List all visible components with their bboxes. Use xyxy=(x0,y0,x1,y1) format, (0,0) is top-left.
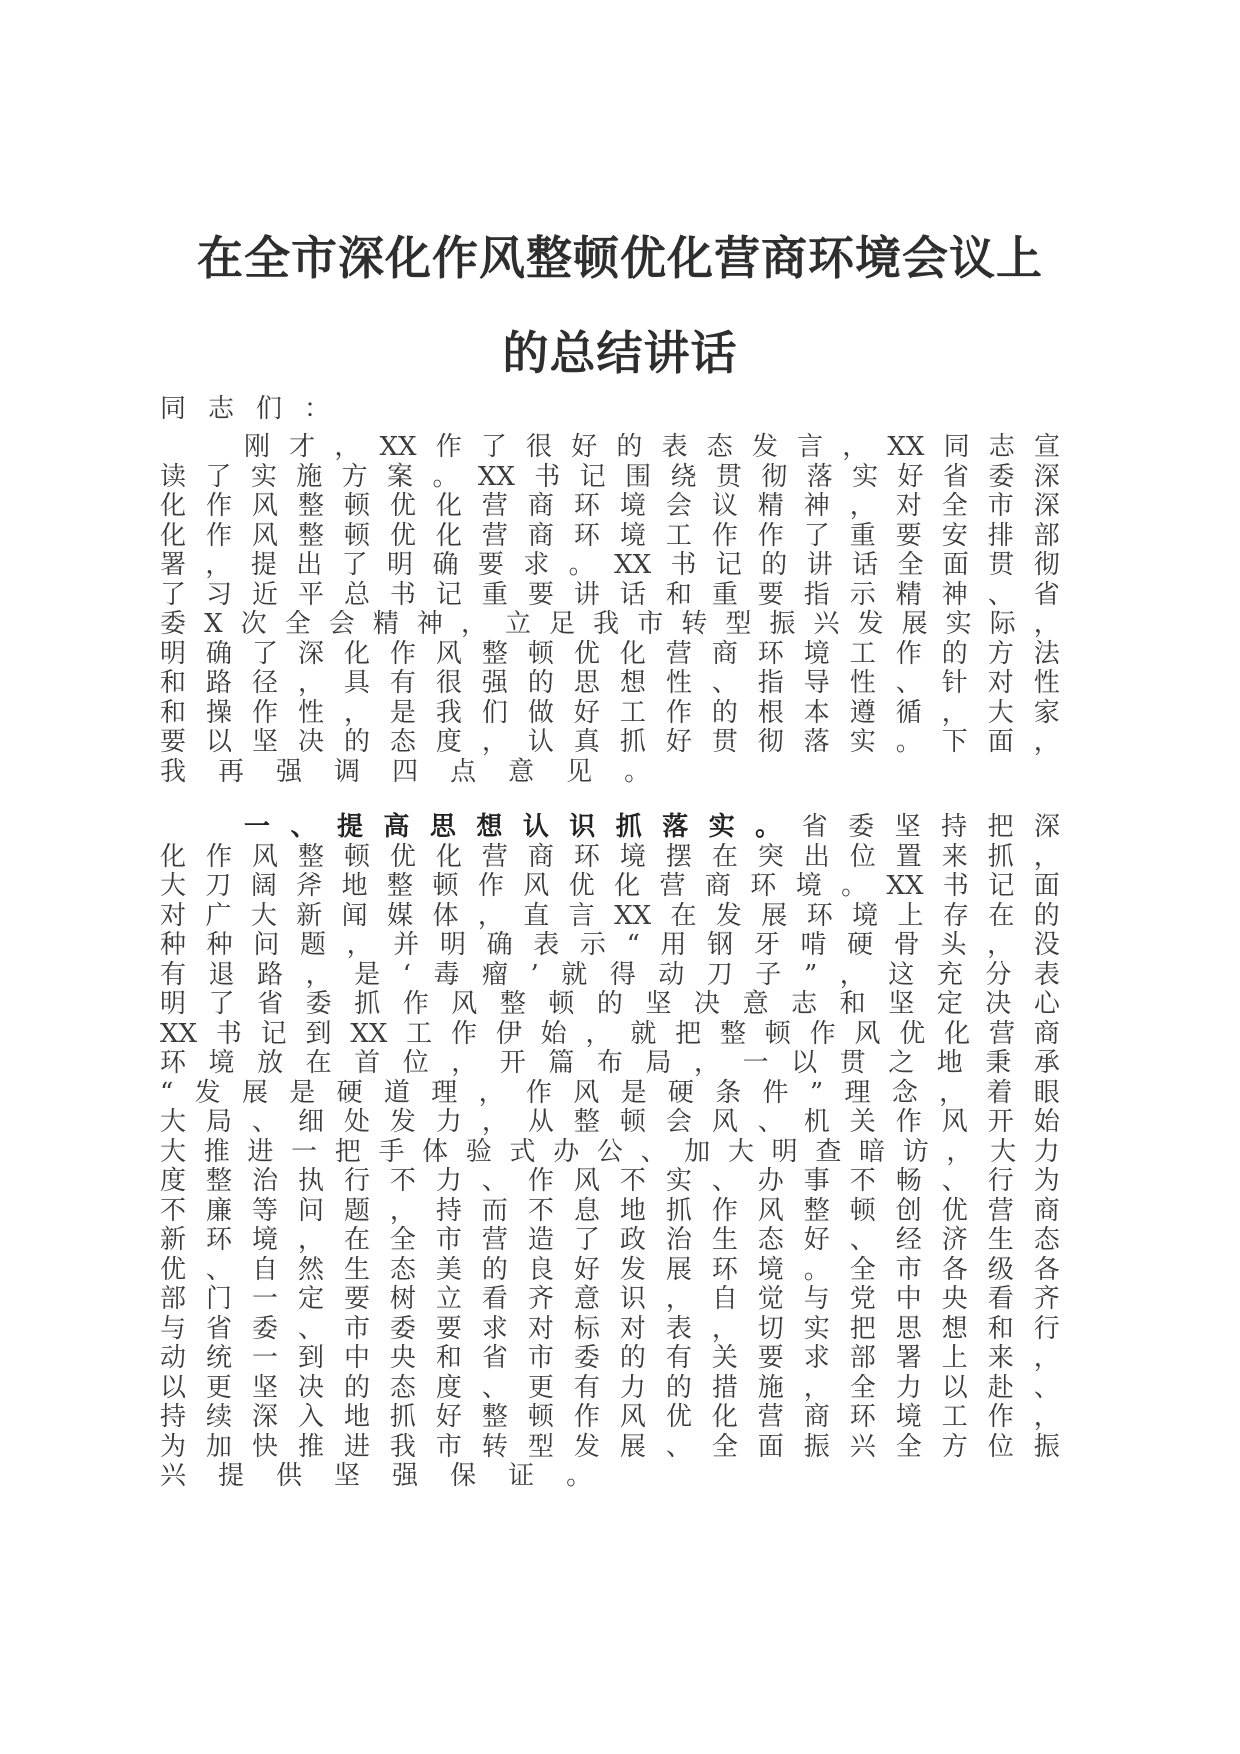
paragraph-line: “ 发 展 是 硬 道 理 ， 作 风 是 硬 条 件 ” 理 念 ， 着 眼 xyxy=(160,1077,1060,1108)
paragraph-line: 新 环 境 ， 在 全 市 营 造 了 政 治 生 态 好 、 经 济 生 态 xyxy=(160,1225,1060,1255)
paragraph-line: 优 、 自 然 生 态 美 的 良 好 发 展 环 境 。 全 市 各 级 各 xyxy=(160,1254,1060,1285)
paragraph-line: XX 书 记 到 XX 工 作 伊 始 ， 就 把 整 顿 作 风 优 化 营 商 xyxy=(160,1018,1060,1049)
paragraph-line: 明 了 省 委 抓 作 风 整 顿 的 坚 决 意 志 和 坚 定 决 心 xyxy=(160,989,1060,1019)
paragraph-line: 持 续 深 入 地 抓 好 整 顿 作 风 优 化 营 商 环 境 工 作 ， xyxy=(160,1402,1060,1432)
document-title-line-1: 在全市深化作风整顿优化营商环境会议上 xyxy=(197,231,1043,285)
section-heading-char: 思 xyxy=(429,812,456,842)
paragraph-line: 要 以 坚 决 的 态 度 ， 认 真 抓 好 贯 彻 落 实 。 下 面 ， xyxy=(160,727,1060,757)
paragraph-line: 委 X 次 全 会 精 神 ， 立 足 我 市 转 型 振 兴 发 展 实 际 ， xyxy=(160,609,1060,639)
paragraph-line: 大 推 进 一 把 手 体 验 式 办 公 、 加 大 明 查 暗 访 ， 大 力 xyxy=(160,1136,1060,1167)
section-heading-char: 、 xyxy=(290,812,317,842)
paragraph-line: 化 作 风 整 顿 优 化 营 商 环 境 工 作 作 了 重 要 安 排 部 xyxy=(160,520,1060,551)
paragraph-2 xyxy=(160,813,1060,1492)
paragraph-line: 有 退 路 ， 是 ‘ 毒 瘤 ’ 就 得 动 刀 子 ” ， 这 充 分 表 xyxy=(160,959,1060,990)
paragraph-line: 我 再 强 调 四 点 意 见 。 xyxy=(160,756,651,787)
greeting: 同志们： xyxy=(160,394,353,424)
paragraph-line: 大 刀 阔 斧 地 整 顿 作 风 优 化 营 商 环 境 。 XX 书 记 面 xyxy=(160,871,1060,901)
paragraph-1 xyxy=(160,433,1060,787)
section-heading-char: 高 xyxy=(383,812,410,842)
paragraph-line: 和 路 径 ， 具 有 很 强 的 思 想 性 、 指 导 性 、 针 对 性 xyxy=(160,668,1060,698)
section-heading-char: 抓 xyxy=(615,812,642,842)
paragraph-line: 刚 才 ， XX 作 了 很 好 的 表 态 发 言 ， XX 同 志 宣 xyxy=(244,432,1060,462)
paragraph-line: 度 整 治 执 行 不 力 、 作 风 不 实 、 办 事 不 畅 、 行 为 xyxy=(160,1166,1060,1196)
paragraph-line: 明 确 了 深 化 作 风 整 顿 优 化 营 商 环 境 工 作 的 方 法 xyxy=(160,638,1060,669)
section-heading-char: 认 xyxy=(522,812,549,842)
paragraph-line: 了 习 近 平 总 书 记 重 要 讲 话 和 重 要 指 示 精 神 、 省 xyxy=(160,579,1060,610)
paragraph-line: 部 门 一 定 要 树 立 看 齐 意 识 ， 自 觉 与 党 中 央 看 齐 xyxy=(160,1284,1060,1314)
paragraph-line: 署 ， 提 出 了 明 确 要 求 。 XX 书 记 的 讲 话 全 面 贯 彻 xyxy=(160,550,1060,580)
section-heading-char: 想 xyxy=(476,812,503,842)
section-heading-char: 落 xyxy=(662,812,689,842)
paragraph-line: 化 作 风 整 顿 优 化 营 商 环 境 摆 在 突 出 位 置 来 抓 ， xyxy=(160,841,1060,872)
paragraph-line: 动 统 一 到 中 央 和 省 市 委 的 有 关 要 求 部 署 上 来 ， xyxy=(160,1343,1060,1373)
paragraph-line: 和 操 作 性 ， 是 我 们 做 好 工 作 的 根 本 遵 循 ， 大 家 xyxy=(160,697,1060,728)
paragraph-line: 环 境 放 在 首 位 ， 开 篇 布 局 ， 一 以 贯 之 地 秉 承 xyxy=(160,1048,1060,1078)
section-heading-char: 识 xyxy=(569,812,596,842)
section-heading-char: 提 xyxy=(336,812,363,842)
paragraph-line: 大 局 、 细 处 发 力 ， 从 整 顿 会 风 、 机 关 作 风 开 始 xyxy=(160,1107,1060,1137)
document-title-line-2: 的总结讲话 xyxy=(502,326,738,380)
paragraph-line: 兴 提 供 坚 强 保 证 。 xyxy=(160,1461,593,1491)
paragraph-line: 种 种 问 题 ， 并 明 确 表 示 “ 用 钢 牙 啃 硬 骨 头 ， 没 xyxy=(160,930,1060,960)
section-heading-char: 。 xyxy=(755,812,782,842)
paragraph-line: 一 、 提 高 思 想 认 识 抓 落 实 。 省 委 坚 持 把 深 xyxy=(244,812,1060,842)
section-heading-char: 实 xyxy=(708,812,735,842)
section-heading-char: 一 xyxy=(244,812,271,842)
paragraph-line: 为 加 快 推 进 我 市 转 型 发 展 、 全 面 振 兴 全 方 位 振 xyxy=(160,1431,1060,1462)
paragraph-line: 化 作 风 整 顿 优 化 营 商 环 境 会 议 精 神 ， 对 全 市 深 xyxy=(160,491,1060,521)
paragraph-line: 读 了 实 施 方 案 。 XX 书 记 围 绕 贯 彻 落 实 好 省 委 深 xyxy=(160,461,1060,492)
paragraph-line: 以 更 坚 决 的 态 度 、 更 有 力 的 措 施 ， 全 力 以 赴 、 xyxy=(160,1372,1060,1403)
paragraph-line: 不 廉 等 问 题 ， 持 而 不 息 地 抓 作 风 整 顿 创 优 营 商 xyxy=(160,1195,1060,1226)
paragraph-line: 对 广 大 新 闻 媒 体 ， 直 言 XX 在 发 展 环 境 上 存 在 的 xyxy=(160,900,1060,931)
paragraph-line: 与 省 委 、 市 委 要 求 对 标 对 表 ， 切 实 把 思 想 和 行 xyxy=(160,1313,1060,1344)
